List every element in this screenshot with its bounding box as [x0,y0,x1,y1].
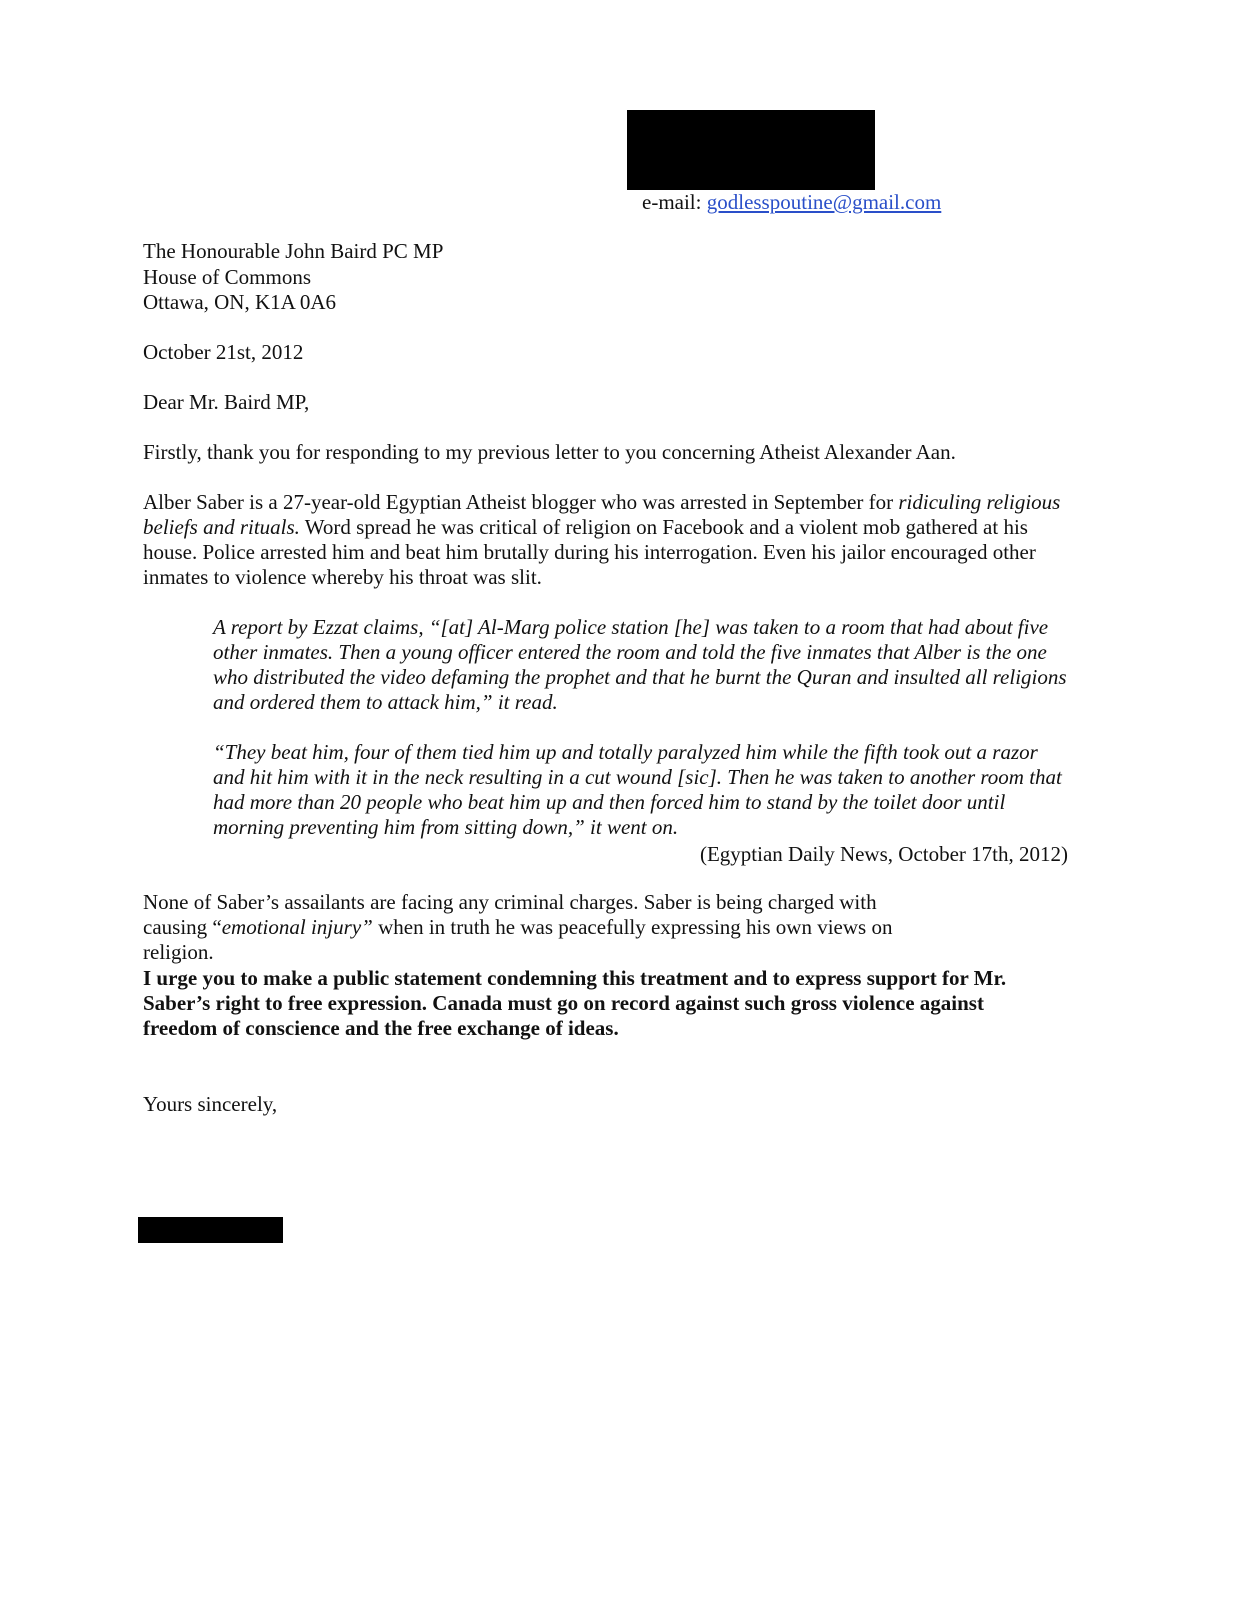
recipient-building: House of Commons [143,265,311,289]
saber-intro-emphasis: ridiculing religious beliefs and rituals. [143,490,1061,539]
charges-emphasis: emotional injury” [221,915,373,939]
quote-second: “They beat him, four of them tied him up and totally paralyzed him while the fifth took out a razor and hit him with it in the neck resulting in a cut wound [sic]. Then he was taken to another room that had more than 20 people who beat him up and then forced him to stand by the toilet door until morning preventing him from sitting down,” it went on. [213,740,1062,839]
appeal-paragraph: I urge you to make a public statement condemning this treatment and to express support for Mr. Saber’s right to free expression. Canada must go on record against such gross violence against freedom of conscience and the free exchange of ideas. [143,966,1007,1040]
quote-first: A report by Ezzat claims, “[at] Al-Marg police station [he] was taken to a room that had about five other inmates. Then a young officer entered the room and told the five inmates that Alber is the one who distributed the video defaming the prophet and that he burnt the Quran and insulted all religions and ordered them to attack him,” it read. [213,615,1067,714]
saber-intro-paragraph [143,490,1073,590]
recipient-city: Ottawa, ON, K1A 0A6 [143,290,337,314]
letter-date: October 21st, 2012 [143,340,304,364]
email-label: e-mail: [642,190,702,214]
closing: Yours sincerely, [143,1092,278,1116]
charges-text-b: when in truth he was peacefully expressing his own views on religion. [143,915,893,964]
email-link[interactable]: godlesspoutine@gmail.com [706,190,942,214]
charges-paragraph [143,890,923,965]
salutation: Dear Mr. Baird MP, [143,390,310,414]
saber-intro-text-a: Alber Saber is a 27-year-old Egyptian Atheist blogger who was arrested in September for [143,490,899,514]
quote-citation: (Egyptian Daily News, October 17th, 2012) [699,842,1068,866]
charges-text-a: None of Saber’s assailants are facing any criminal charges. Saber is being charged with causing “ [143,890,877,939]
thanks-paragraph: Firstly, thank you for responding to my previous letter to you concerning Atheist Alexander Aan. [143,440,956,464]
recipient-name: The Honourable John Baird PC MP [143,239,444,263]
sender-email-line [642,188,941,216]
redacted-sender-address [627,110,875,190]
redacted-signature [138,1217,283,1243]
saber-intro-text-b: Word spread he was critical of religion on Facebook and a violent mob gathered at his house. Police arrested him and beat him brutally during his interrogation. Even his jailor encouraged other inmates to violence whereby his throat was slit. [143,515,1036,589]
